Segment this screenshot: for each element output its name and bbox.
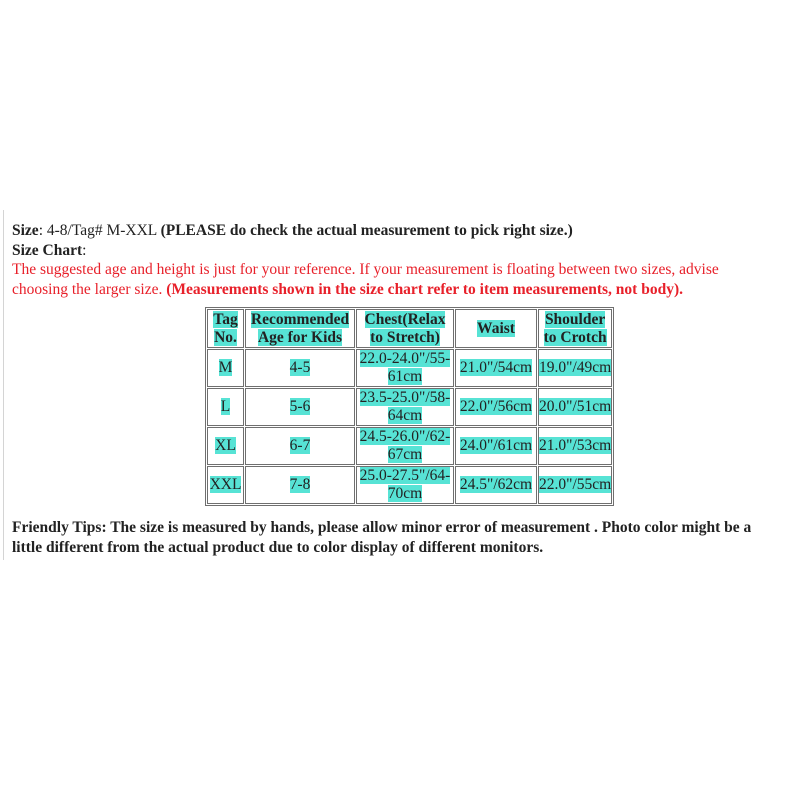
cell-shoulder: [538, 349, 612, 387]
cell-chest: [356, 466, 454, 504]
cell-waist: [455, 349, 537, 387]
reference-note-plain: choosing the larger size.: [12, 280, 167, 298]
size-chart-colon: :: [82, 241, 87, 259]
header-tag-line1: Tag: [213, 310, 238, 328]
cell-age-text: 4-5: [289, 359, 311, 376]
cell-age: [245, 388, 355, 426]
table-row: [207, 388, 612, 426]
header-shoulder: [538, 309, 612, 348]
cell-chest-line1: 23.5-25.0"/58-: [359, 389, 451, 406]
cell-waist-text: 24.0"/61cm: [459, 437, 533, 454]
cell-tag-text: M: [218, 359, 233, 376]
left-divider: [3, 210, 4, 560]
cell-waist-text: 21.0"/54cm: [459, 359, 533, 376]
cell-waist: [455, 466, 537, 504]
cell-chest-line2: 61cm: [387, 368, 423, 385]
friendly-tips-line1: Friendly Tips: The size is measured by hands, please allow minor error of measurement . Photo color might be a: [12, 519, 752, 536]
cell-tag: [207, 349, 244, 387]
header-tag-line2: No.: [214, 328, 237, 346]
cell-chest-line2: 70cm: [387, 485, 423, 502]
cell-waist-text: 24.5"/62cm: [459, 476, 533, 493]
cell-chest-line2: 67cm: [387, 446, 423, 463]
header-tag: [207, 309, 244, 348]
cell-waist: [455, 388, 537, 426]
cell-age: [245, 427, 355, 465]
cell-chest: [356, 388, 454, 426]
size-chart-heading: [12, 241, 797, 261]
reference-note-line-2: [12, 280, 797, 300]
cell-shoulder: [538, 427, 612, 465]
cell-age: [245, 466, 355, 504]
cell-tag-text: L: [220, 398, 231, 415]
header-shoulder-line1: Shoulder: [544, 310, 606, 328]
table-row: [207, 349, 612, 387]
cell-tag-text: XL: [215, 437, 236, 454]
cell-shoulder-text: 22.0"/55cm: [539, 476, 612, 493]
cell-age: [245, 349, 355, 387]
cell-shoulder: [538, 388, 612, 426]
size-table: [205, 307, 614, 506]
header-waist: [455, 309, 537, 348]
cell-shoulder-text: 20.0"/51cm: [539, 398, 612, 415]
size-line: [12, 221, 797, 241]
size-value: : 4-8/Tag# M-XXL: [38, 222, 161, 239]
reference-note-bold: (Measurements shown in the size chart refer to item measurements, not body).: [166, 280, 683, 298]
cell-age-text: 5-6: [289, 398, 311, 415]
header-age-line1: Recommended: [250, 310, 350, 328]
header-age-line2: Age for Kids: [257, 328, 343, 346]
cell-tag: [207, 466, 244, 504]
size-label: Size: [12, 222, 39, 239]
table-row: [207, 466, 612, 504]
size-chart-label: Size Chart: [12, 241, 83, 259]
reference-note-line-1: The suggested age and height is just for your reference. If your measurement is floating between two sizes, advise: [12, 261, 719, 278]
cell-tag: [207, 388, 244, 426]
cell-chest-line1: 25.0-27.5"/64-: [359, 467, 451, 484]
cell-age-text: 6-7: [289, 437, 311, 454]
cell-shoulder: [538, 466, 612, 504]
friendly-tips-line2: little different from the actual product due to color display of different monitors.: [12, 539, 544, 556]
header-chest-line2: to Stretch): [370, 328, 440, 346]
table-header-row: [207, 309, 612, 348]
cell-tag: [207, 427, 244, 465]
header-waist-label: Waist: [477, 319, 515, 337]
cell-chest: [356, 427, 454, 465]
table-row: [207, 427, 612, 465]
friendly-tips: [12, 518, 800, 558]
cell-chest-line1: 24.5-26.0"/62-: [359, 428, 451, 445]
cell-shoulder-text: 21.0"/53cm: [539, 437, 612, 454]
header-chest-line1: Chest(Relax: [364, 310, 446, 328]
size-note: (PLEASE do check the actual measurement to pick right size.): [160, 222, 573, 239]
cell-chest-line2: 64cm: [387, 407, 423, 424]
cell-chest: [356, 349, 454, 387]
cell-chest-line1: 22.0-24.0"/55-: [359, 350, 451, 367]
header-chest: [356, 309, 454, 348]
cell-age-text: 7-8: [289, 476, 311, 493]
cell-waist: [455, 427, 537, 465]
size-description: [12, 221, 797, 558]
cell-shoulder-text: 19.0"/49cm: [539, 359, 612, 376]
cell-waist-text: 22.0"/56cm: [459, 398, 533, 415]
header-shoulder-line2: to Crotch: [543, 328, 607, 346]
header-age: [245, 309, 355, 348]
cell-tag-text: XXL: [209, 476, 242, 493]
